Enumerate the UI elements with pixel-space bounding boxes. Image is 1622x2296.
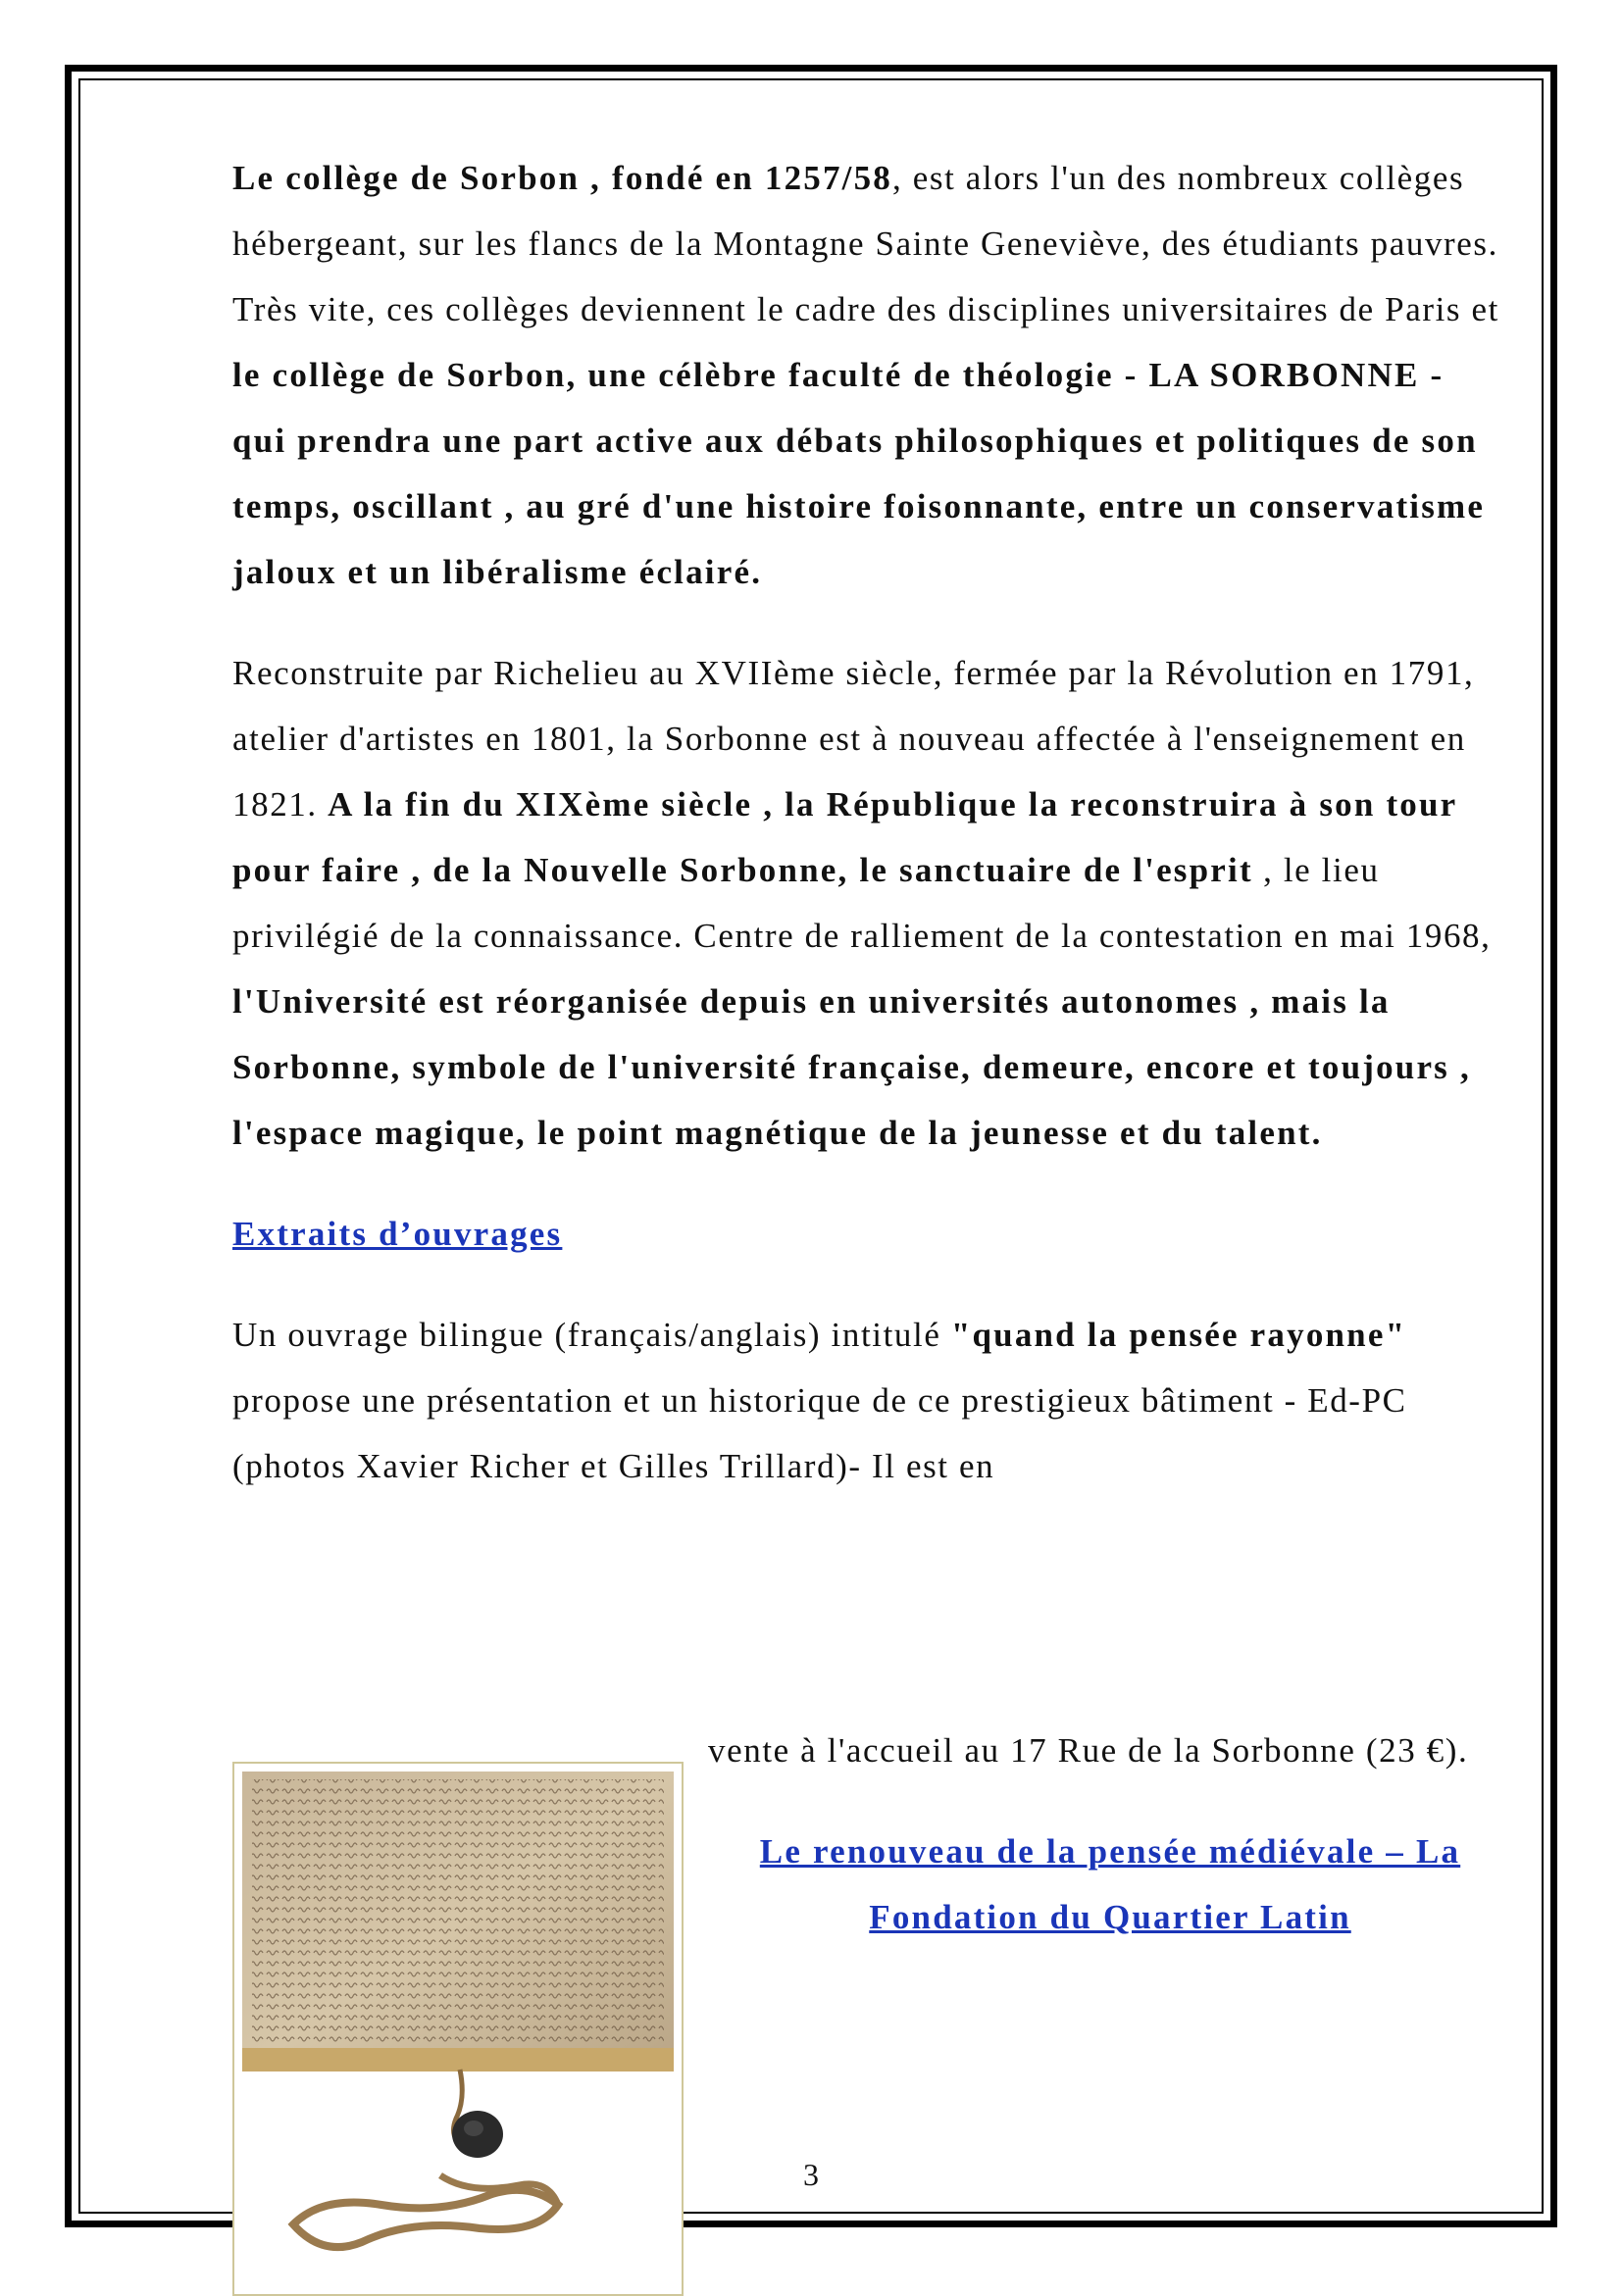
text-normal: , est alors l'un des nombreux collèges hébergeant, sur les flancs de la Montagne Sainte Geneviève, des étudiants pauvres. Très vite, ces collèges deviennent le cadre des disciplines universitaires de Paris et (232, 159, 1499, 328)
text-bold: le collège de Sorbon, une célèbre faculté de théologie - LA SORBONNE - qui prendra une part active aux débats philosophiques et politiques de son temps, oscillant , au gré d'une histoire foisonnante, entre un conservatisme jaloux et un libéralisme éclairé. (232, 356, 1486, 591)
renouveau-link-line2[interactable]: Fondation du Quartier Latin (869, 1898, 1351, 1936)
right-column (708, 1718, 1512, 1950)
book-title: "quand la pensée rayonne" (950, 1316, 1407, 1354)
paragraph-ouvrage (232, 1302, 1507, 1499)
section-heading (232, 1201, 1507, 1267)
text-normal: Un ouvrage bilingue (français/anglais) intitulé (232, 1316, 951, 1354)
paragraph-college-sorbon (232, 145, 1507, 605)
text-normal: Reconstruite par Richelieu au XVIIème siècle, fermée par la Révolution en 1791, atelier d'artistes en 1801, la Sorbonne est à nouveau affectée à l'enseignement en 1821. (232, 654, 1475, 824)
text-normal: propose une présentation et un historique de ce prestigieux bâtiment - Ed-PC (photos Xavier Richer et Gilles Trillard)- Il est en (232, 1381, 1407, 1485)
link-block (708, 1819, 1512, 1950)
text-bold: l'Université est réorganisée depuis en universités autonomes , mais la Sorbonne, symbole de l'université française, demeure, encore et toujours , l'espace magique, le point magnétique de la jeunesse et du talent. (232, 982, 1471, 1152)
document-body (232, 145, 1507, 1499)
text-bold: Le collège de Sorbon , fondé en 1257/58 (232, 159, 893, 197)
extraits-link[interactable]: Extraits d’ouvrages (232, 1215, 563, 1253)
manuscript-image (232, 1762, 684, 2296)
page-number: 3 (803, 2157, 819, 2192)
renouveau-link-line1[interactable]: Le renouveau de la pensée médiévale – La (759, 1832, 1461, 1871)
paragraph-ouvrage-continued: vente à l'accueil au 17 Rue de la Sorbonne (23 €). (708, 1731, 1469, 1770)
text-normal: , le lieu privilégié de la connaissance. Centre de ralliement de la contestation en mai 1968, (232, 851, 1492, 955)
paragraph-reconstruction (232, 640, 1507, 1166)
text-bold: A la fin du XIXème siècle , la République la reconstruira à son tour pour faire , de la Nouvelle Sorbonne, le sanctuaire de l'esprit (232, 785, 1457, 889)
